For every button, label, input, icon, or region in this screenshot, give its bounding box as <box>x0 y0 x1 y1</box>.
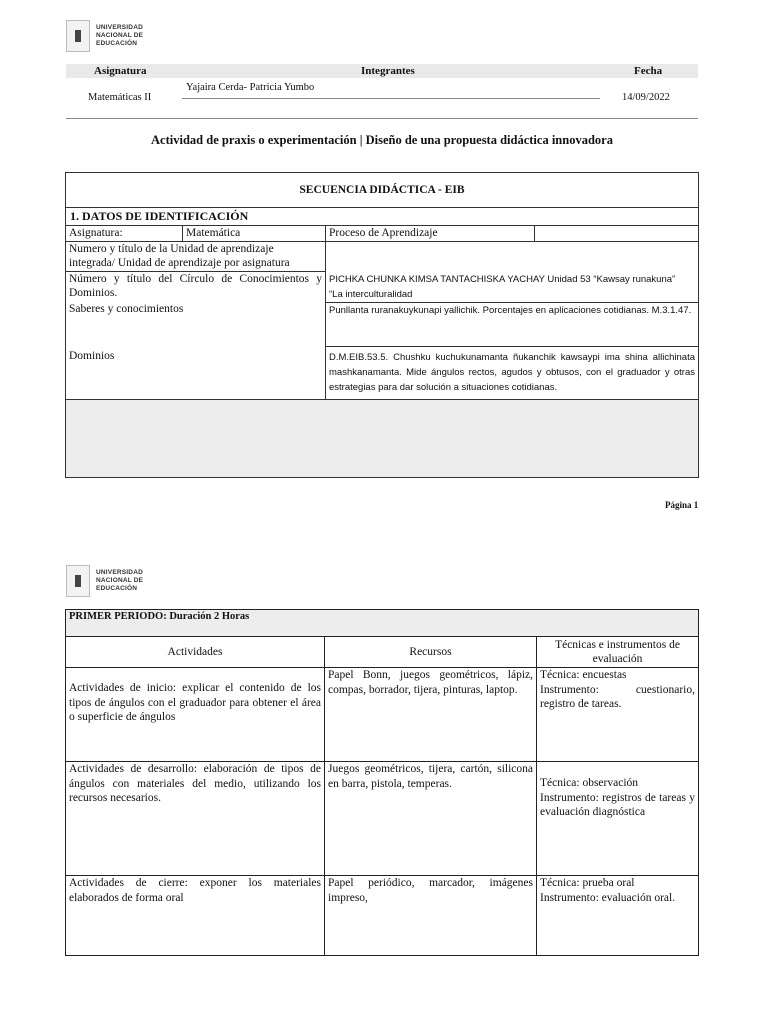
saberes-label: Saberes y conocimientos <box>66 302 326 346</box>
sequence-title: SECUENCIA DIDÁCTICA - EIB <box>66 173 699 208</box>
header-col-integrantes: Integrantes <box>361 65 415 77</box>
dominios-row <box>66 346 699 400</box>
header-row <box>66 64 698 78</box>
header-bottom-rule <box>66 118 698 119</box>
logo-text: UNIVERSIDAD NACIONAL DE EDUCACIÓN <box>96 569 144 592</box>
evaluation-cell: Técnica: encuestas Instrumento: cuestionario, registro de tareas. <box>537 668 699 762</box>
header-col-asignatura: Asignatura <box>94 65 147 77</box>
header-recursos: Recursos <box>325 637 537 668</box>
resources-cell: Papel Bonn, juegos geométricos, lápiz, compas, borrador, tijera, pinturas, laptop. <box>325 668 537 762</box>
proceso-value <box>535 226 699 242</box>
university-logo-2 <box>66 565 143 597</box>
circulo-label: Número y título del Círculo de Conocimientos y Dominios. <box>66 272 326 303</box>
dominios-value: D.M.EIB.53.5. Chushku kuchukunamanta ñukanchik kawsaypi ima shina allichinata mashkanamanta. Mide ángulos rectos, agudos y obtusos, con el graduador y otras estrategias para dar solución a situaciones cotidianas. <box>329 351 695 393</box>
logo-mark-icon <box>66 565 90 597</box>
sequence-table <box>65 172 699 478</box>
unidad-row <box>66 242 699 272</box>
period-title-row <box>66 610 699 637</box>
activity-cell: Actividades de cierre: exponer los materiales elaborados de forma oral <box>66 876 325 956</box>
activity-title: Actividad de praxis o experimentación | Diseño de una propuesta didáctica innovadora <box>151 133 613 147</box>
evaluation-cell: Técnica: observación Instrumento: registros de tareas y evaluación diagnóstica <box>537 762 699 876</box>
dominios-label: Dominios <box>66 346 326 400</box>
period-title: PRIMER PERIODO: Duración 2 Horas <box>66 610 699 637</box>
unidad-value <box>326 242 699 272</box>
activity-cell: Actividades de inicio: explicar el contenido de los tipos de ángulos con el graduador para obtener el área o superficie de ángulos <box>66 668 325 762</box>
resources-cell: Juegos geométricos, tijera, cartón, silicona en barra, pistola, temperas. <box>325 762 537 876</box>
page-number: Página 1 <box>665 500 699 510</box>
asignatura-row <box>66 226 699 242</box>
header-fecha-value: 14/09/2022 <box>622 92 670 103</box>
logo-mark-icon <box>66 20 90 52</box>
saberes-row <box>66 302 699 346</box>
period-row-inicio <box>66 668 699 762</box>
header-col-fecha: Fecha <box>634 65 663 77</box>
sequence-title-row <box>66 173 699 208</box>
asignatura-label: Asignatura: <box>66 226 183 242</box>
header-tecnicas: Técnicas e instrumentos de evaluación <box>537 637 699 668</box>
period-row-desarrollo <box>66 762 699 876</box>
section-title: 1. DATOS DE IDENTIFICACIÓN <box>66 208 699 226</box>
header-actividades: Actividades <box>66 637 325 668</box>
circulo-value: PICHKA CHUNKA KIMSA TANTACHISKA YACHAY Unidad 53 “Kawsay runakuna” “La interculturalidad <box>326 272 699 303</box>
period-row-cierre <box>66 876 699 956</box>
period-header-row <box>66 637 699 668</box>
saberes-value: Punllanta ruranakuykunapi yallichik. Porcentajes en aplicaciones cotidianas. M.3.1.47. <box>326 302 699 346</box>
proceso-label: Proceso de Aprendizaje <box>326 226 535 242</box>
activity-cell: Actividades de desarrollo: elaboración de tipos de ángulos con materiales del medio, utilizando los recursos necesarios. <box>66 762 325 876</box>
evaluation-cell: Técnica: prueba oral Instrumento: evaluación oral. <box>537 876 699 956</box>
integrantes-underline <box>182 98 600 99</box>
period-table <box>65 609 699 956</box>
section-title-row <box>66 208 699 226</box>
header-integrantes-value: Yajaira Cerda- Patricia Yumbo <box>186 82 315 93</box>
logo-text: UNIVERSIDAD NACIONAL DE EDUCACIÓN <box>96 24 144 47</box>
university-logo <box>66 20 143 52</box>
blank-row <box>66 400 699 478</box>
circulo-row <box>66 272 699 303</box>
header-asignatura-value: Matemáticas II <box>88 92 152 103</box>
unidad-label: Numero y título de la Unidad de aprendizaje integrada/ Unidad de aprendizaje por asignatura <box>66 242 326 272</box>
resources-cell: Papel periódico, marcador, imágenes impreso, <box>325 876 537 956</box>
blank-area <box>66 400 699 478</box>
asignatura-value: Matemática <box>183 226 326 242</box>
